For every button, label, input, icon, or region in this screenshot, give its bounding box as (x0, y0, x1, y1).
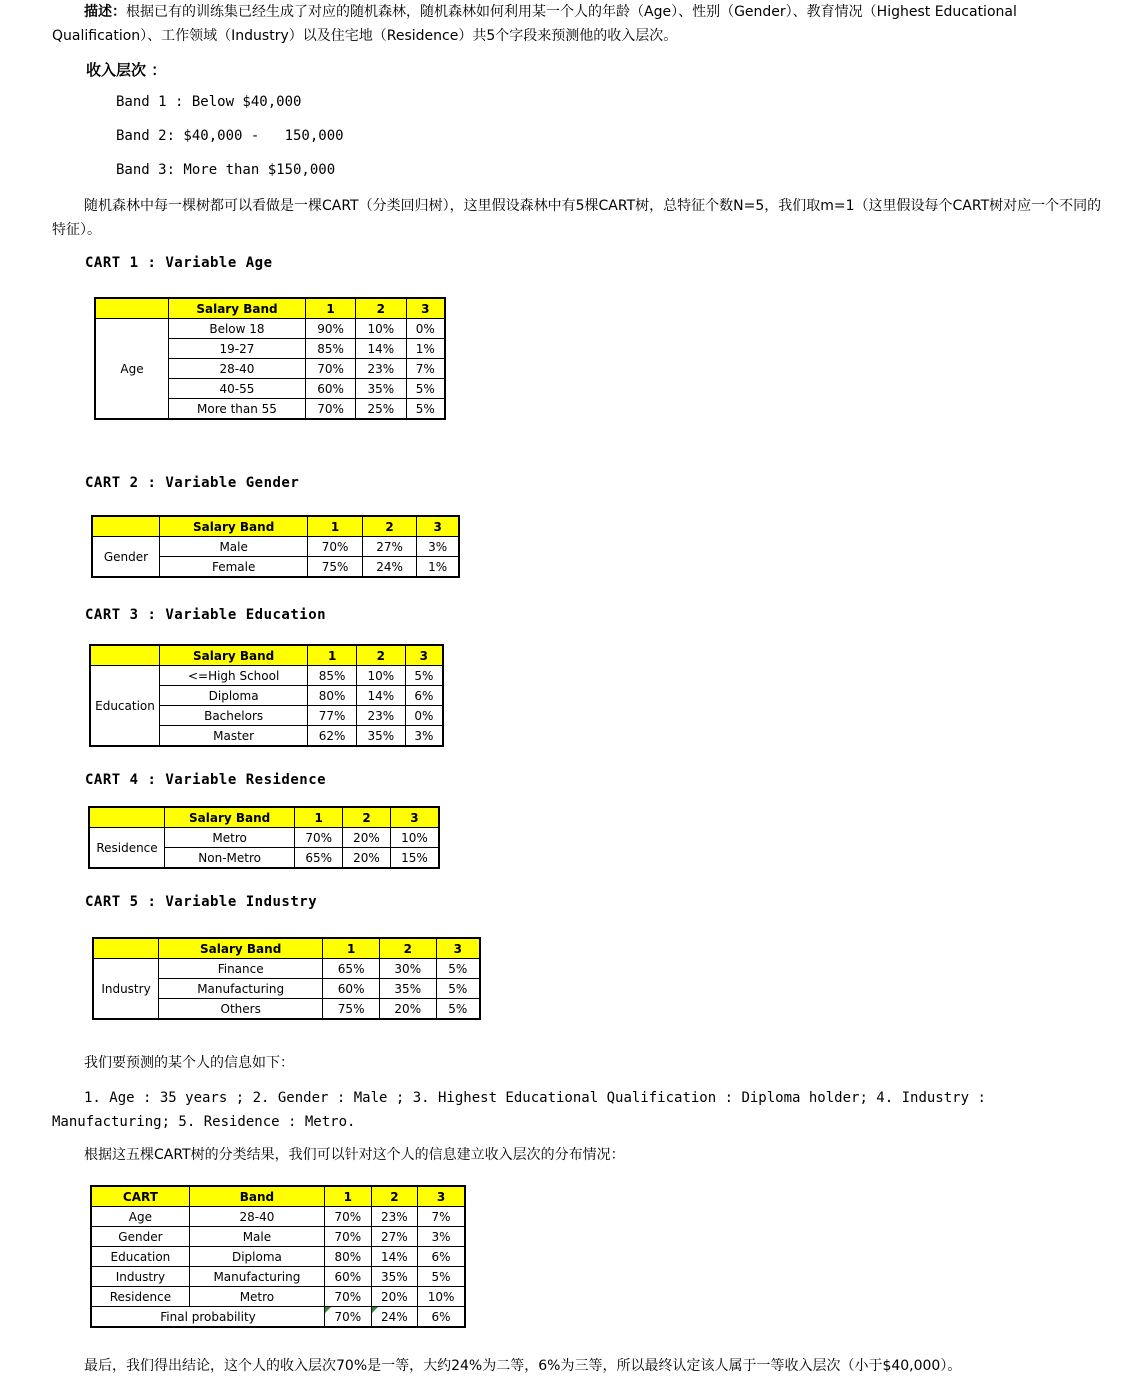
table-cell: 3 (390, 807, 439, 828)
predict-intro: 我们要预测的某个人的信息如下： (84, 1055, 294, 1071)
table-cell: 80% (308, 686, 357, 706)
table-cell: Residence (91, 1287, 189, 1307)
table-cell: 75% (308, 557, 362, 578)
table-cell: 24% (362, 557, 416, 578)
table-cell: 27% (371, 1227, 418, 1247)
table-cell: Band (189, 1186, 324, 1207)
table-cell: 65% (295, 848, 343, 869)
table-cell: 15% (390, 848, 439, 869)
table-cell: 2 (356, 645, 405, 666)
table-cell: 28-40 (169, 359, 306, 379)
table-cell: 30% (379, 959, 436, 979)
band-1: Band 1 : Below $40,000 (116, 94, 302, 110)
table-cell: 25% (356, 399, 406, 420)
table-cell: Finance (159, 959, 323, 979)
cart-1-table (94, 297, 446, 420)
table-cell: 3% (418, 1227, 465, 1247)
table-cell: 2 (356, 298, 406, 319)
table-cell: Diploma (189, 1247, 324, 1267)
table-cell: 3 (436, 938, 480, 959)
table-cell: 40-55 (169, 379, 306, 399)
table-cell: 28-40 (189, 1207, 324, 1227)
table-cell: Non-Metro (165, 848, 295, 869)
table-cell: 7% (418, 1207, 465, 1227)
table-cell (89, 807, 165, 828)
table-cell: 3 (418, 1186, 465, 1207)
table-cell: 1 (325, 1186, 372, 1207)
table-cell: 5% (436, 979, 480, 999)
cart-2-heading: CART 2 : Variable Gender (85, 475, 300, 491)
cart-5-heading: CART 5 : Variable Industry (85, 894, 318, 910)
table-cell: Salary Band (159, 938, 323, 959)
table-cell: 70% (305, 359, 355, 379)
table-cell: 60% (325, 1267, 372, 1287)
table-cell: 10% (356, 319, 406, 339)
table-cell: Manufacturing (189, 1267, 324, 1287)
table-cell: 24% (371, 1307, 418, 1328)
table-cell: 5% (436, 959, 480, 979)
table-cell: 65% (323, 959, 380, 979)
header-salary-band: Salary Band (169, 298, 306, 319)
table-cell: 5% (406, 379, 445, 399)
table-cell: 20% (379, 999, 436, 1020)
table-cell: 20% (343, 828, 391, 848)
table-cell: 35% (356, 726, 405, 747)
table-cell: 70% (325, 1307, 372, 1328)
table-cell: Age (91, 1207, 189, 1227)
income-title: 收入层次 ： (86, 61, 167, 79)
table-cell: 5% (406, 399, 445, 420)
table-cell: 3 (406, 298, 445, 319)
table-cell: 60% (305, 379, 355, 399)
table-cell: 6% (418, 1247, 465, 1267)
table-cell (92, 516, 160, 537)
table-cell: 80% (325, 1247, 372, 1267)
table-cell: 1% (406, 339, 445, 359)
table-cell: CART (91, 1186, 189, 1207)
table-cell: 10% (356, 666, 405, 686)
table-cell: Salary Band (165, 807, 295, 828)
table-cell: 0% (405, 706, 443, 726)
cart-2-table (91, 515, 460, 578)
table-cell: 14% (356, 339, 406, 359)
table-cell: 1 (295, 807, 343, 828)
table-cell: 2 (362, 516, 416, 537)
table-cell: More than 55 (169, 399, 306, 420)
table-cell: Education (91, 1247, 189, 1267)
table-cell: Salary Band (160, 516, 308, 537)
table-cell: 10% (418, 1287, 465, 1307)
table-cell: Female (160, 557, 308, 578)
table-cell (93, 938, 159, 959)
table-cell: 35% (371, 1267, 418, 1287)
table-cell: 1 (308, 645, 357, 666)
table-cell: 10% (390, 828, 439, 848)
table-cell: 70% (325, 1207, 372, 1227)
variable-label: Industry (93, 959, 159, 1020)
table-cell: 85% (308, 666, 357, 686)
table-cell: 14% (356, 686, 405, 706)
table-cell: <=High School (160, 666, 308, 686)
table-cell: 1% (417, 557, 459, 578)
table-cell: Salary Band (160, 645, 308, 666)
table-cell: 1 (308, 516, 362, 537)
table-cell: 20% (371, 1287, 418, 1307)
variable-label: Residence (89, 828, 165, 869)
variable-label: Age (95, 319, 169, 420)
cart-3-table (89, 644, 444, 747)
table-cell: 3% (417, 537, 459, 557)
table-cell: 0% (406, 319, 445, 339)
summary-table (90, 1185, 466, 1328)
cart-1-heading: CART 1 : Variable Age (85, 255, 273, 271)
table-cell: 5% (418, 1267, 465, 1287)
table-cell: Others (159, 999, 323, 1020)
table-cell: 19-27 (169, 339, 306, 359)
table-cell: 27% (362, 537, 416, 557)
cart-4-table (88, 806, 440, 869)
table-cell (90, 645, 160, 666)
table-cell: 70% (325, 1287, 372, 1307)
table-cell: 3 (417, 516, 459, 537)
table-cell: Diploma (160, 686, 308, 706)
table-cell: 23% (371, 1207, 418, 1227)
table-cell: Male (189, 1227, 324, 1247)
table-cell: 7% (406, 359, 445, 379)
table-cell: 70% (295, 828, 343, 848)
person-info: 1. Age : 35 years ; 2. Gender : Male ; 3. Highest Educational Qualification : Diploma holder; 4. Industry : Manufacturing; 5. Residence : Metro. (52, 1090, 986, 1130)
table-cell: 5% (436, 999, 480, 1020)
table-cell: 70% (325, 1227, 372, 1247)
table-cell: Bachelors (160, 706, 308, 726)
table-cell: 62% (308, 726, 357, 747)
cart-3-heading: CART 3 : Variable Education (85, 607, 327, 623)
table-cell: 1 (305, 298, 355, 319)
table-cell: Male (160, 537, 308, 557)
cart-5-table (92, 937, 481, 1020)
table-cell (95, 298, 169, 319)
table-cell: 35% (356, 379, 406, 399)
table-cell: Metro (189, 1287, 324, 1307)
table-cell: 35% (379, 979, 436, 999)
cart-explain: 随机森林中每一棵树都可以看做是一棵CART（分类回归树），这里假设森林中有5棵CART树，总特征个数N=5，我们取m=1（这里假设每个CART树对应一个不同的特征）。 (52, 198, 1102, 238)
table-cell: 85% (305, 339, 355, 359)
table-cell: 60% (323, 979, 380, 999)
summary-intro: 根据这五棵CART树的分类结果，我们可以针对这个人的信息建立收入层次的分布情况： (84, 1147, 625, 1163)
table-cell: 20% (343, 848, 391, 869)
band-2: Band 2: $40,000 - 150,000 (116, 128, 344, 144)
cart-4-heading: CART 4 : Variable Residence (85, 772, 327, 788)
table-cell: Industry (91, 1267, 189, 1287)
table-cell: 6% (405, 686, 443, 706)
table-cell: 75% (323, 999, 380, 1020)
table-cell: 70% (305, 399, 355, 420)
table-cell: Metro (165, 828, 295, 848)
table-cell: 90% (305, 319, 355, 339)
table-cell: Master (160, 726, 308, 747)
table-cell: Gender (91, 1227, 189, 1247)
conclusion: 最后，我们得出结论，这个人的收入层次70%是一等，大约24%为二等，6%为三等，所以最终认定该人属于一等收入层次（小于$40,000）。 (84, 1358, 962, 1374)
table-cell: 2 (379, 938, 436, 959)
table-cell: 23% (356, 706, 405, 726)
table-cell: 3 (405, 645, 443, 666)
variable-label: Education (90, 666, 160, 747)
intro-label: 描述： (84, 4, 126, 20)
table-cell: 5% (405, 666, 443, 686)
band-3: Band 3: More than $150,000 (116, 162, 336, 178)
table-cell: 77% (308, 706, 357, 726)
table-cell: Below 18 (169, 319, 306, 339)
table-cell: 14% (371, 1247, 418, 1267)
intro-paragraph (52, 0, 1112, 48)
table-cell: 23% (356, 359, 406, 379)
table-cell: 2 (371, 1186, 418, 1207)
intro-text: 根据已有的训练集已经生成了对应的随机森林，随机森林如何利用某一个人的年龄（Age）、性别（Gender）、教育情况（Highest Educational Qualification）、工作领域（Industry）以及住宅地（Residence）共5个字段来预测他的收入层次。 (52, 4, 1017, 44)
table-cell: 1 (323, 938, 380, 959)
variable-label: Gender (92, 537, 160, 578)
table-cell: 2 (343, 807, 391, 828)
table-cell: 70% (308, 537, 362, 557)
table-cell: Manufacturing (159, 979, 323, 999)
final-probability-label: Final probability (91, 1307, 325, 1328)
table-cell: 3% (405, 726, 443, 747)
table-cell: 6% (418, 1307, 465, 1328)
